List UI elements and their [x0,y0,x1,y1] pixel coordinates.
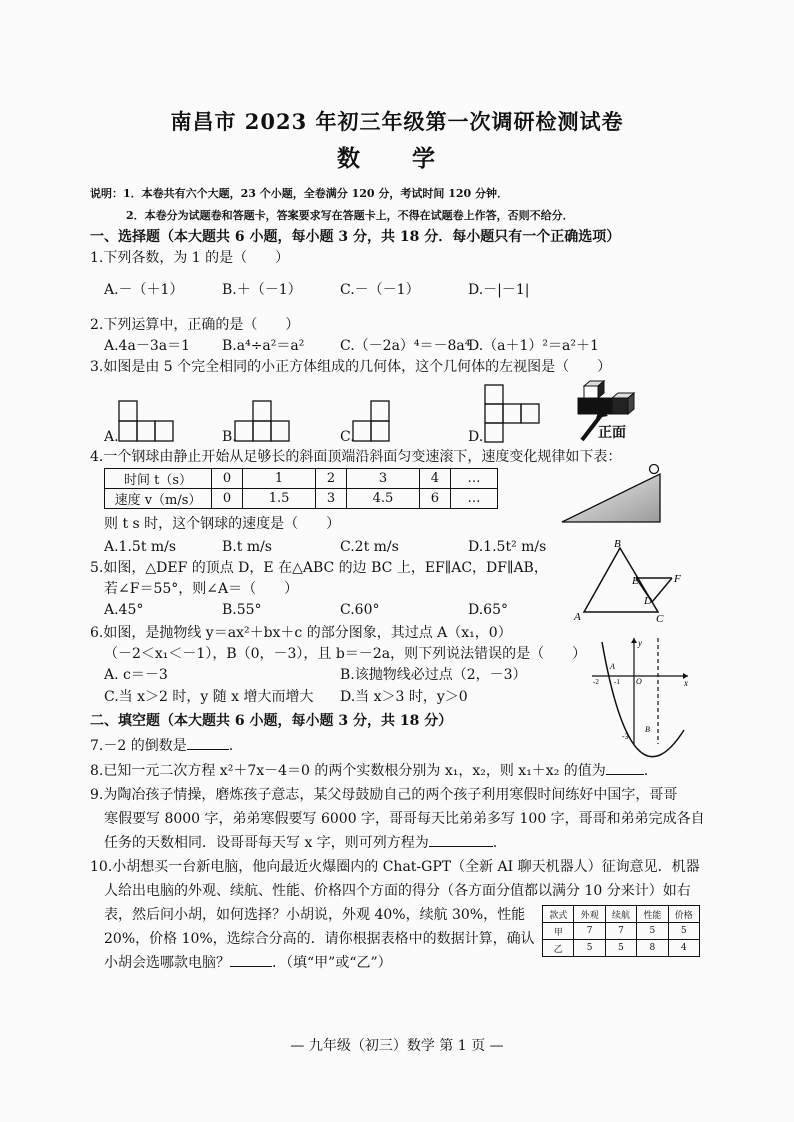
q10-line-1: 10.小胡想买一台新电脑，他向最近火爆圈内的 Chat-GPT（全新 AI 聊天机器人）征询意见．机器 [90,859,700,875]
q10-stem-end: 小胡会选哪款电脑？ [104,955,230,971]
q4-option-b: B.t m/s [222,539,272,555]
q8-answer-blank[interactable] [606,774,644,775]
q9-line-3 [104,834,497,852]
q10-answer-blank[interactable] [230,966,272,967]
q10-cell: 5 [574,940,605,957]
q10-line-4: 20%，价格 10%，选综合分高的．请你根据表格中的数据计算，确认 [104,931,535,947]
point-B-label: B [645,725,650,734]
q10-header-cell: 价格 [668,906,699,923]
q5-line-1: 5.如图，△DEF 的顶点 D，E 在△ABC 的边 BC 上，EF∥AC，DF∥AB， [90,560,548,576]
origin-label: O [636,677,642,686]
q3-figure-b [234,400,294,442]
q8-text [90,762,648,780]
q1-option-c: C.－（－1） [340,282,420,298]
q6-option-c: C.当 x＞2 时，y 随 x 增大而增大 [104,689,314,705]
q10-line-3: 表，然后问小胡，如何选择？小胡说，外观 40%，续航 30%，性能 [104,907,526,923]
q4-cell: 3 [347,469,420,489]
q9-answer-blank[interactable] [429,846,493,847]
q3-option-d: D. [468,429,484,445]
q4-cell: 1 [243,469,316,489]
q5-option-b: B.55° [222,602,262,618]
q10-score-table [542,905,700,957]
q4-cell: 0 [212,469,243,489]
point-A-label: A [610,662,615,671]
q2-option-d: D.（a＋1）²＝a²＋1 [468,338,599,354]
q6-option-a: A. c＝－3 [104,667,168,683]
subject-title: 数 学 [336,145,457,172]
q4-cell: 6 [419,489,450,509]
q2-option-c: C.（－2a）⁴＝－8a⁴ [340,338,471,354]
q4-option-c: C.2t m/s [340,539,399,555]
front-label: 正面 [598,425,626,441]
exam-title: 南昌市 2023 年初三年级第一次调研检测试卷 [170,109,624,134]
q3-option-a: A. [104,429,119,445]
q5-option-c: C.60° [340,602,380,618]
q3-figure-a [118,400,178,442]
q4-cell: 3 [315,489,346,509]
q4-cell: 时间 t（s） [105,469,212,489]
q10-cell: 5 [668,923,699,940]
triangle-figure [572,538,684,624]
q10-cell: 8 [637,940,668,957]
q6-option-b: B.该抛物线必过点（2，－3） [340,667,527,683]
ball-icon [650,465,659,474]
q10-cell: 7 [574,923,605,940]
label-F: F [674,573,681,585]
q3-figure-d [484,384,544,444]
q5-option-d: D.65° [468,602,508,618]
q10-line-2: 人给出电脑的外观、续航、性能、价格四个方面的得分（各方面分值都以满分 10 分来计）如右 [104,883,691,899]
q10-cell: 5 [637,923,668,940]
label-A: A [574,611,581,623]
tick-minus-2: -2 [593,678,599,686]
page-footer: — 九年级（初三）数学 第 1 页 — [290,1038,504,1054]
label-C: C [656,613,664,625]
section-2-heading: 二、填空题（本大题共 6 小题，每小题 3 分，共 18 分） [90,713,453,729]
q7-answer-blank[interactable] [187,749,229,750]
axis-y-label: y [638,638,642,648]
q4-cell: 4 [419,469,450,489]
q10-cell: 4 [668,940,699,957]
q1-option-d: D.－|－1| [468,282,530,298]
q4-cell: 1.5 [243,489,316,509]
q6-line-1: 6.如图，是抛物线 y＝ax²＋bx＋c 的部分图象，其过点 A（x₁，0） [90,625,512,641]
q2-option-b: B.a⁴÷a²＝a² [222,338,305,354]
q4-stem: 4.一个钢球由静止开始从足够长的斜面顶端沿斜面匀变速滚下，速度变化规律如下表： [90,449,622,465]
incline-ball-figure [560,464,664,526]
q8-stem: 8.已知一元二次方程 x²＋7x－4＝0 的两个实数根分别为 x₁，x₂，则 x₁＋x₂ 的值为 [90,763,606,779]
q8-end: . [643,763,649,779]
section-1-heading: 一、选择题（本大题共 6 小题，每小题 3 分，共 18 分．每小题只有一个正确选项） [90,229,621,245]
q7-end: . [228,738,234,754]
q7-text [90,737,233,755]
q3-option-b: B. [222,429,237,445]
q10-header-cell: 款式 [543,906,574,923]
q2-option-a: A.4a－3a＝1 [104,338,190,354]
q10-cell: 甲 [543,923,574,940]
q4-cell: 0 [212,489,243,509]
q9-line-2: 寒假要写 8000 字，弟弟寒假要写 6000 字，哥哥每天比弟弟多写 100 字，哥哥和弟弟完成各自 [104,811,705,827]
q4-option-d: D.1.5t² m/s [468,539,547,555]
q4-question: 则 t s 时，这个钢球的速度是（ ） [104,516,341,532]
axis-x-label: x [684,678,688,688]
instruction-1: 说明：1．本卷共有六个大题，23 个小题，全卷满分 120 分，考试时间 120 分钟． [90,187,509,200]
q1-stem: 1.下列各数，为 1 的是（ ） [90,250,290,266]
q3-stem: 3.如图是由 5 个完全相同的小正方体组成的几何体，这个几何体的左视图是（ ） [90,359,612,375]
instruction-2: 2．本卷分为试题卷和答题卡，答案要求写在答题卡上，不得在试题卷上作答，否则不给分． [126,209,574,222]
label-D: D [644,595,652,607]
label-E: E [632,575,639,587]
q4-cell: … [450,469,497,489]
q10-cell: 7 [605,923,636,940]
q9-line-1: 9.为陶冶孩子情操，磨炼孩子意志，某父母鼓励自己的两个孩子利用寒假时间练好中国字，哥哥 [90,787,678,803]
q1-option-b: B.＋（－1） [222,282,302,298]
q5-option-a: A.45° [104,602,144,618]
q6-option-d: D.当 x＞3 时，y＞0 [340,689,468,705]
q1-option-a: A.－（＋1） [104,282,184,298]
q5-line-2: 若∠F＝55°，则∠A＝（ ） [104,581,299,597]
q4-option-a: A.1.5t m/s [104,539,177,555]
q6-line-2: （－2＜x₁＜－1），B（0，－3），且 b＝－2a，则下列说法错误的是（ ） [104,646,587,662]
q10-header-cell: 续航 [605,906,636,923]
q10-cell: 乙 [543,940,574,957]
q7-stem: 7.－2 的倒数是 [90,738,187,754]
q3-figure-c [352,400,394,442]
tick-minus-1: -1 [614,678,620,686]
label-B: B [614,538,621,550]
q10-tail: ．（填“甲”或“乙”） [272,955,392,971]
tick-minus-3: -3 [622,732,629,741]
q4-cell: 4.5 [347,489,420,509]
q4-cell: 2 [315,469,346,489]
q9-stem-end: 任务的天数相同．设哥哥每天写 x 字，则可列方程为 [104,835,429,851]
q4-cell: 速度 v（m/s） [105,489,212,509]
q10-header-cell: 外观 [574,906,605,923]
q2-stem: 2.下列运算中，正确的是（ ） [90,317,300,333]
q10-line-5 [104,954,392,972]
parabola-figure [588,636,692,748]
q4-speed-table [104,468,498,509]
q9-end: . [492,835,498,851]
q10-header-cell: 性能 [637,906,668,923]
q4-cell: … [450,489,497,509]
q3-option-c: C. [340,429,355,445]
q10-cell: 5 [605,940,636,957]
